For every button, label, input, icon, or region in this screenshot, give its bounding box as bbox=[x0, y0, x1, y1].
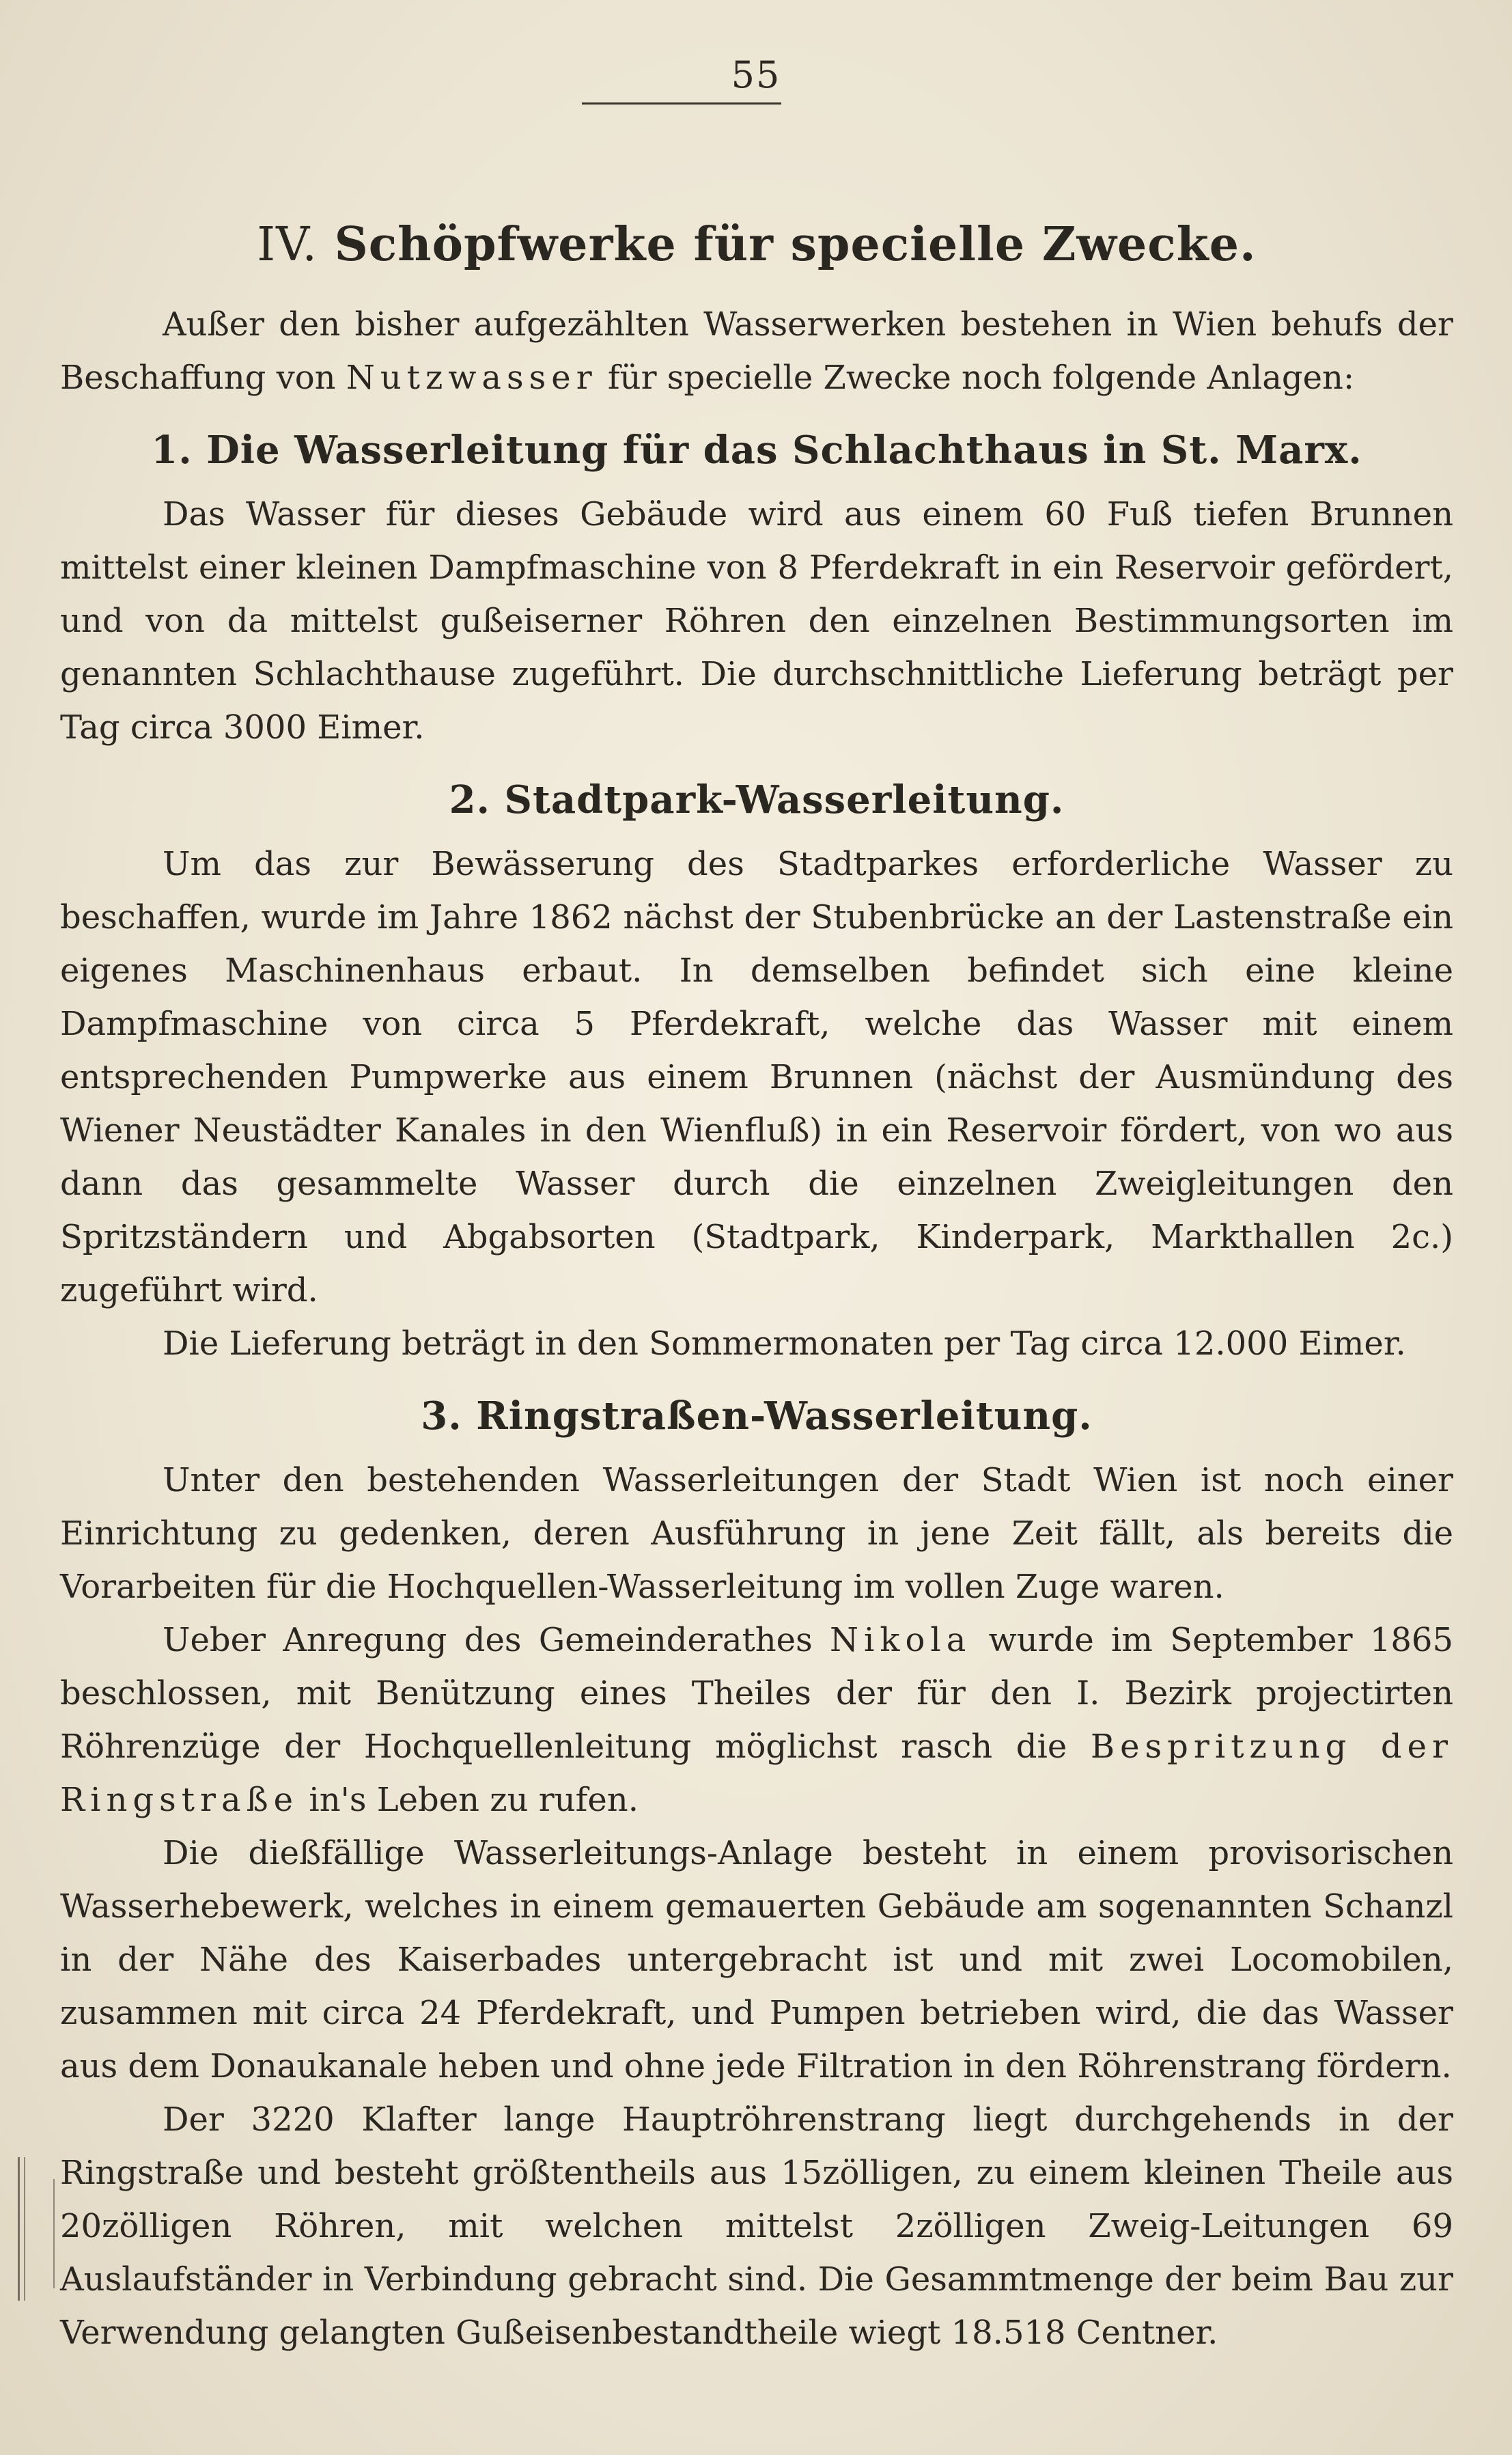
ringstrasse-p2-spaced-term: Bespritzung der Ringstraße bbox=[60, 1728, 1454, 1819]
chapter-title-text: Schöpfwerke für specielle Zwecke. bbox=[334, 217, 1257, 272]
section-heading-ringstrasse: 3. Ringstraßen-Wasserleitung. bbox=[421, 1393, 1093, 1439]
intro-text-part2: für specielle Zwecke noch folgende Anlagen: bbox=[597, 359, 1355, 397]
ringstrasse-p2-e: in's Leben zu rufen. bbox=[298, 1781, 639, 1819]
margin-pencil-mark bbox=[18, 2157, 25, 2301]
section-heading-stadtpark: 2. Stadtpark-Wasserleitung. bbox=[449, 777, 1065, 822]
section-stadtpark-delivery: Die Lieferung beträgt in den Sommermonaten per Tag circa 12.000 Eimer. bbox=[163, 1324, 1406, 1363]
ringstrasse-p2-name-nikola: Nikola bbox=[830, 1621, 972, 1659]
section-schlachthaus-paragraph: Das Wasser für dieses Gebäude wird aus einem 60 Fuß tiefen Brunnen mittelst einer kleinen Dampfmaschine von 8 Pferdekraft in ein Reservoir gefördert, und von da mittelst gußeiserner Röhren den einzelnen Bestimmungsorten im genannten Schlachthause zugeführt. Die durchschnittliche Lieferung beträgt per Tag circa 3000 Eimer. bbox=[60, 495, 1453, 747]
ringstrasse-p2-c: wurde im September 1865 beschlossen, mit Benützung eines Theiles der für den I. Bezirk projectirten Röhrenzüge der Hochquellenleitung möglichst rasch die bbox=[60, 1621, 1453, 1766]
section-stadtpark-paragraph: Um das zur Bewässerung des Stadtparkes erforderliche Wasser zu beschaffen, wurde im Jahre 1862 nächst der Stubenbrücke an der Lastenstraße ein eigenes Maschinenhaus erbaut. In demselben befindet sich eine kleine Dampfmaschine von circa 5 Pferdekraft, welche das Wasser mit einem entsprechenden Pumpwerke aus einem Brunnen (nächst der Ausmündung des Wiener Neustädter Kanales in den Wienfluß) in ein Reservoir fördert, von wo aus dann das gesammelte Wasser durch die einzelnen Zweigleitungen den Spritzständern und Abgabsorten (Stadtpark, Kinderpark, Markthallen 2c.) zugeführt wird. bbox=[60, 845, 1453, 1309]
section-ringstrasse-paragraph-1: Unter den bestehenden Wasserleitungen der Stadt Wien ist noch einer Einrichtung zu gedenken, deren Ausführung in jene Zeit fällt, als bereits die Vorarbeiten für die Hochquellen-Wasserleitung im vollen Zuge waren. bbox=[60, 1461, 1453, 1606]
intro-text-part1: Außer den bisher aufgezählten Wasserwerken bestehen in Wien behufs der Beschaffung von bbox=[60, 305, 1453, 397]
chapter-roman-numeral: IV. bbox=[257, 218, 318, 272]
section-ringstrasse-paragraph-3: Die dießfällige Wasserleitungs-Anlage besteht in einem provisorischen Wasserhebewerk, welches in einem gemauerten Gebäude am sogenannten Schanzl in der Nähe des Kaiserbades untergebracht ist und mit zwei Locomobilen, zusammen mit circa 24 Pferdekraft, und Pumpen betrieben wird, die das Wasser aus dem Donaukanale heben und ohne jede Filtration in den Röhrenstrang fördern. bbox=[60, 1834, 1453, 2085]
ringstrasse-p2-a: Ueber Anregung des Gemeinderathes bbox=[163, 1621, 830, 1659]
margin-pencil-mark-secondary bbox=[53, 2179, 55, 2288]
section-heading-schlachthaus: 1. Die Wasserleitung für das Schlachthaus in St. Marx. bbox=[151, 428, 1362, 473]
page-number-rule bbox=[582, 102, 781, 105]
section-ringstrasse-paragraph-4: Der 3220 Klafter lange Hauptröhrenstrang liegt durchgehends in der Ringstraße und besteht größtentheils aus 15zölligen, zu einem kleinen Theile aus 20zölligen Röhren, mit welchen mittelst 2zölligen Zweig-Leitungen 69 Auslaufständer in Verbindung gebracht sind. Die Gesammtmenge der beim Bau zur Verwendung gelangten Gußeisenbestandtheile wiegt 18.518 Centner. bbox=[60, 2100, 1453, 2352]
intro-spaced-term: Nutzwasser bbox=[346, 359, 598, 397]
page-body bbox=[60, 217, 1453, 2359]
intro-paragraph bbox=[60, 298, 1453, 404]
section-ringstrasse-paragraph-2 bbox=[60, 1613, 1453, 1827]
chapter-title bbox=[60, 217, 1453, 272]
page-number: 55 bbox=[731, 53, 781, 96]
